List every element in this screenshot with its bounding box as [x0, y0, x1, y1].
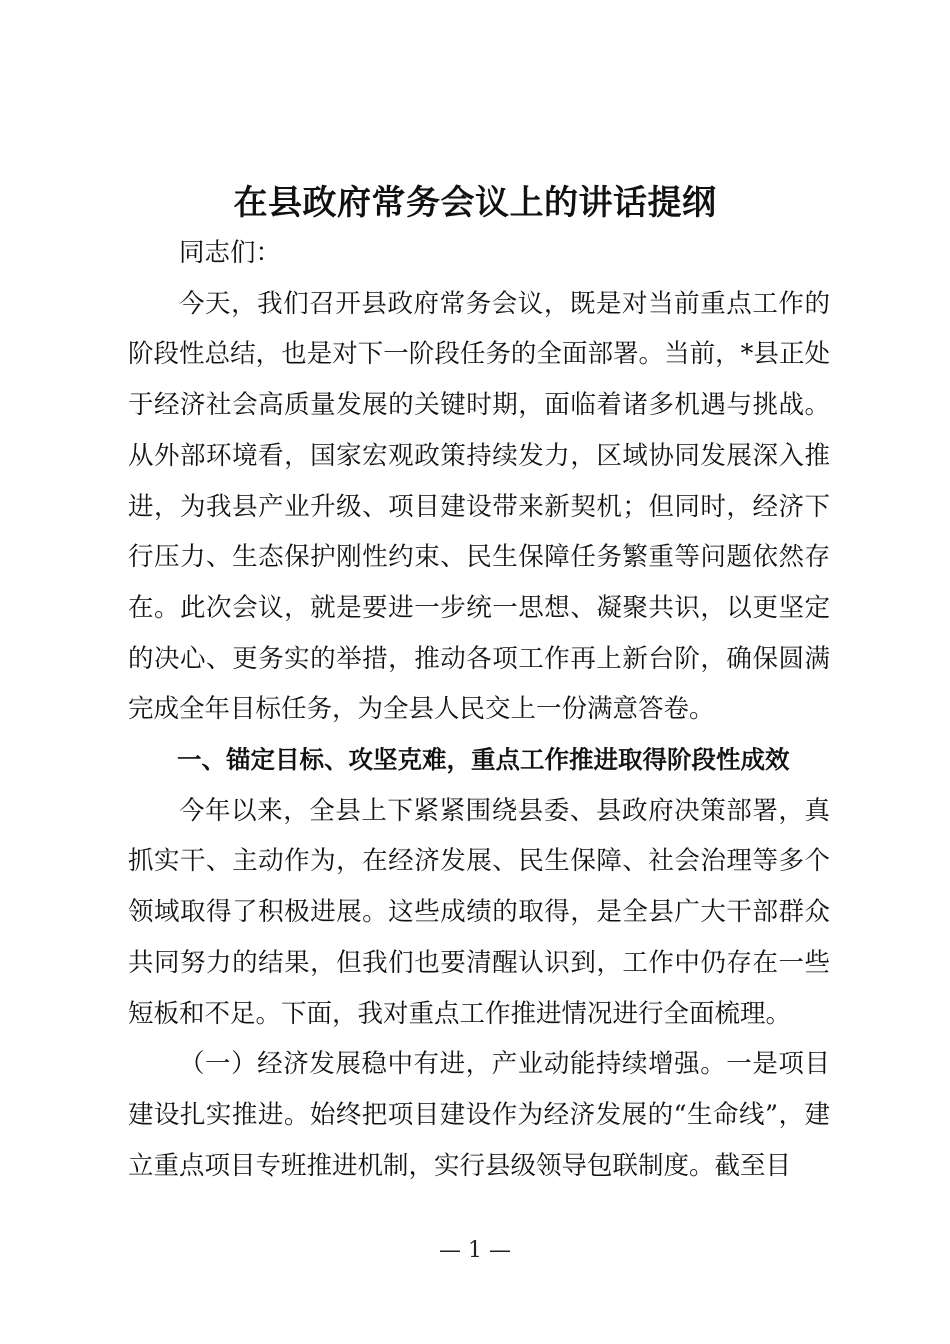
salutation: 同志们：: [179, 238, 282, 268]
section-paragraph-2: （一）经济发展稳中有进，产业动能持续增强。一是项目建设扎实推进。始终把项目建设作为经济发展的“生命线”，建立重点项目专班推进机制，实行县级领导包联制度。截至目: [128, 1049, 830, 1181]
page-number: — 1 —: [439, 1238, 511, 1263]
section-paragraph-1: 今年以来，全县上下紧紧围绕县委、县政府决策部署，真抓实干、主动作为，在经济发展、民生保障、社会治理等多个领域取得了积极进展。这些成绩的取得，是全县广大干部群众共同努力的结果，但我们也要清醒认识到，工作中仍存在一些短板和不足。下面，我对重点工作推进情况进行全面梳理。: [128, 795, 830, 1029]
section-heading: 一、锚定目标、攻坚克难，重点工作推进取得阶段性成效: [177, 745, 790, 775]
document-title: 在县政府常务会议上的讲话提纲: [233, 183, 717, 223]
document-body: [128, 228, 830, 1191]
intro-paragraph: 今天，我们召开县政府常务会议，既是对当前重点工作的阶段性总结，也是对下一阶段任务的全面部署。当前，*县正处于经济社会高质量发展的关键时期，面临着诸多机遇与挑战。从外部环境看，国家宏观政策持续发力，区域协同发展深入推进，为我县产业升级、项目建设带来新契机；但同时，经济下行压力、生态保护刚性约束、民生保障任务繁重等问题依然存在。此次会议，就是要进一步统一思想、凝聚共识，以更坚定的决心、更务实的举措，推动各项工作再上新台阶，确保圆满完成全年目标任务，为全县人民交上一份满意答卷。: [128, 288, 830, 725]
